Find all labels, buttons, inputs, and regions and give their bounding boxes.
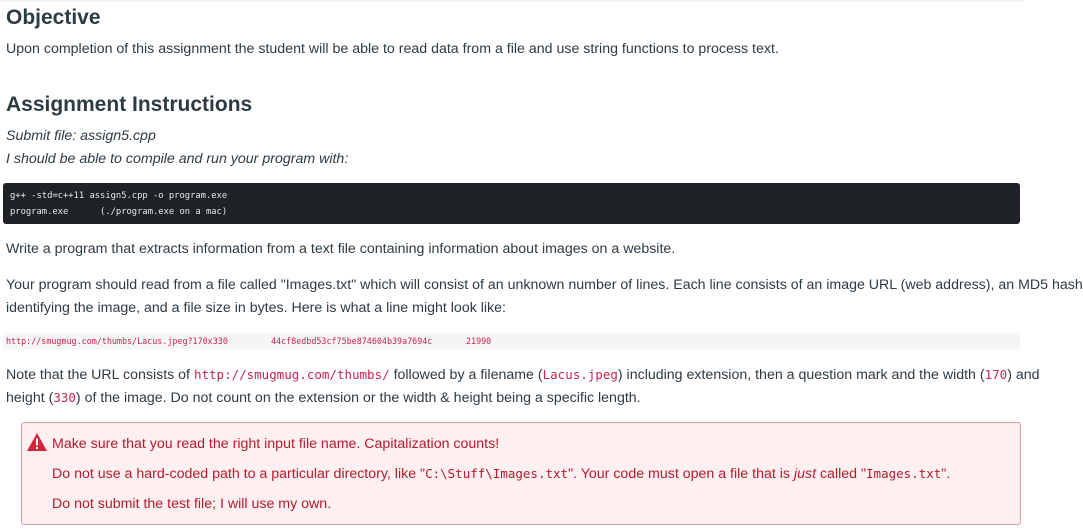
warning-alert xyxy=(21,422,1021,525)
alert-line-path xyxy=(52,466,950,482)
inline-code-filename: Lacus.jpeg xyxy=(542,367,618,382)
submit-file-text: Submit file: assign5.cpp xyxy=(6,128,156,144)
note-text: height ( xyxy=(6,390,54,406)
note-text: ) including extension, then a question mark and the width ( xyxy=(617,367,985,383)
note-text: Note that the URL consists of xyxy=(6,367,194,383)
example-line-box xyxy=(3,333,1020,349)
write-text: Write a program that extracts information from a text file containing information about images on a website. xyxy=(6,241,676,257)
inline-code-url: http://smugmug.com/thumbs/ xyxy=(193,367,390,382)
alert-emphasis: just xyxy=(793,466,817,482)
compile-text: I should be able to compile and run your program with: xyxy=(6,151,349,167)
compile-code-block xyxy=(3,183,1020,224)
alert-code-path: C:\Stuff\Images.txt xyxy=(425,466,569,481)
alert-text: called " xyxy=(816,466,867,482)
note-line1 xyxy=(6,363,1040,387)
alert-line-testfile: Do not submit the test file; I will use my own. xyxy=(52,496,332,512)
alert-text: ". Your code must open a file that is xyxy=(568,466,794,482)
note-line2 xyxy=(6,386,1020,410)
note-text: ) of the image. Do not count on the extension or the width & height being a specific length. xyxy=(75,390,641,406)
alert-code-filename: Images.txt xyxy=(866,466,942,481)
example-size: 21990 xyxy=(466,336,492,346)
code-line: program.exe (./program.exe on a mac) xyxy=(10,207,228,217)
warning-icon xyxy=(26,432,48,452)
note-text: ) and xyxy=(1007,367,1040,383)
objective-text: Upon completion of this assignment the student will be able to read data from a file and use string functions to process text. xyxy=(6,41,779,57)
example-hash: 44cf8edbd53cf75be874604b39a7694c xyxy=(271,336,433,346)
inline-code-height: 330 xyxy=(53,390,76,405)
objective-heading: Objective xyxy=(6,6,101,29)
code-line: g++ -std=c++11 assign5.cpp -o program.exe xyxy=(10,191,228,201)
example-url: http://smugmug.com/thumbs/Lacus.jpeg?170x330 xyxy=(6,336,228,346)
alert-text: Do not use a hard-coded path to a particular directory, like " xyxy=(52,466,426,482)
assignment-heading: Assignment Instructions xyxy=(6,93,253,116)
read-text-line1: Your program should read from a file called "Images.txt" which will consist of an unknown number of lines. Each line consists of an image URL (web address), an MD5 hash xyxy=(6,277,1083,293)
alert-line-filename: Make sure that you read the right input file name. Capitalization counts! xyxy=(52,436,500,452)
inline-code-width: 170 xyxy=(984,367,1008,382)
read-text-line2: identifying the image, and a file size in bytes. Here is what a line might look like: xyxy=(6,300,506,316)
alert-text: ". xyxy=(941,466,951,482)
top-divider xyxy=(0,0,1024,2)
note-text: followed by a filename ( xyxy=(389,367,543,383)
